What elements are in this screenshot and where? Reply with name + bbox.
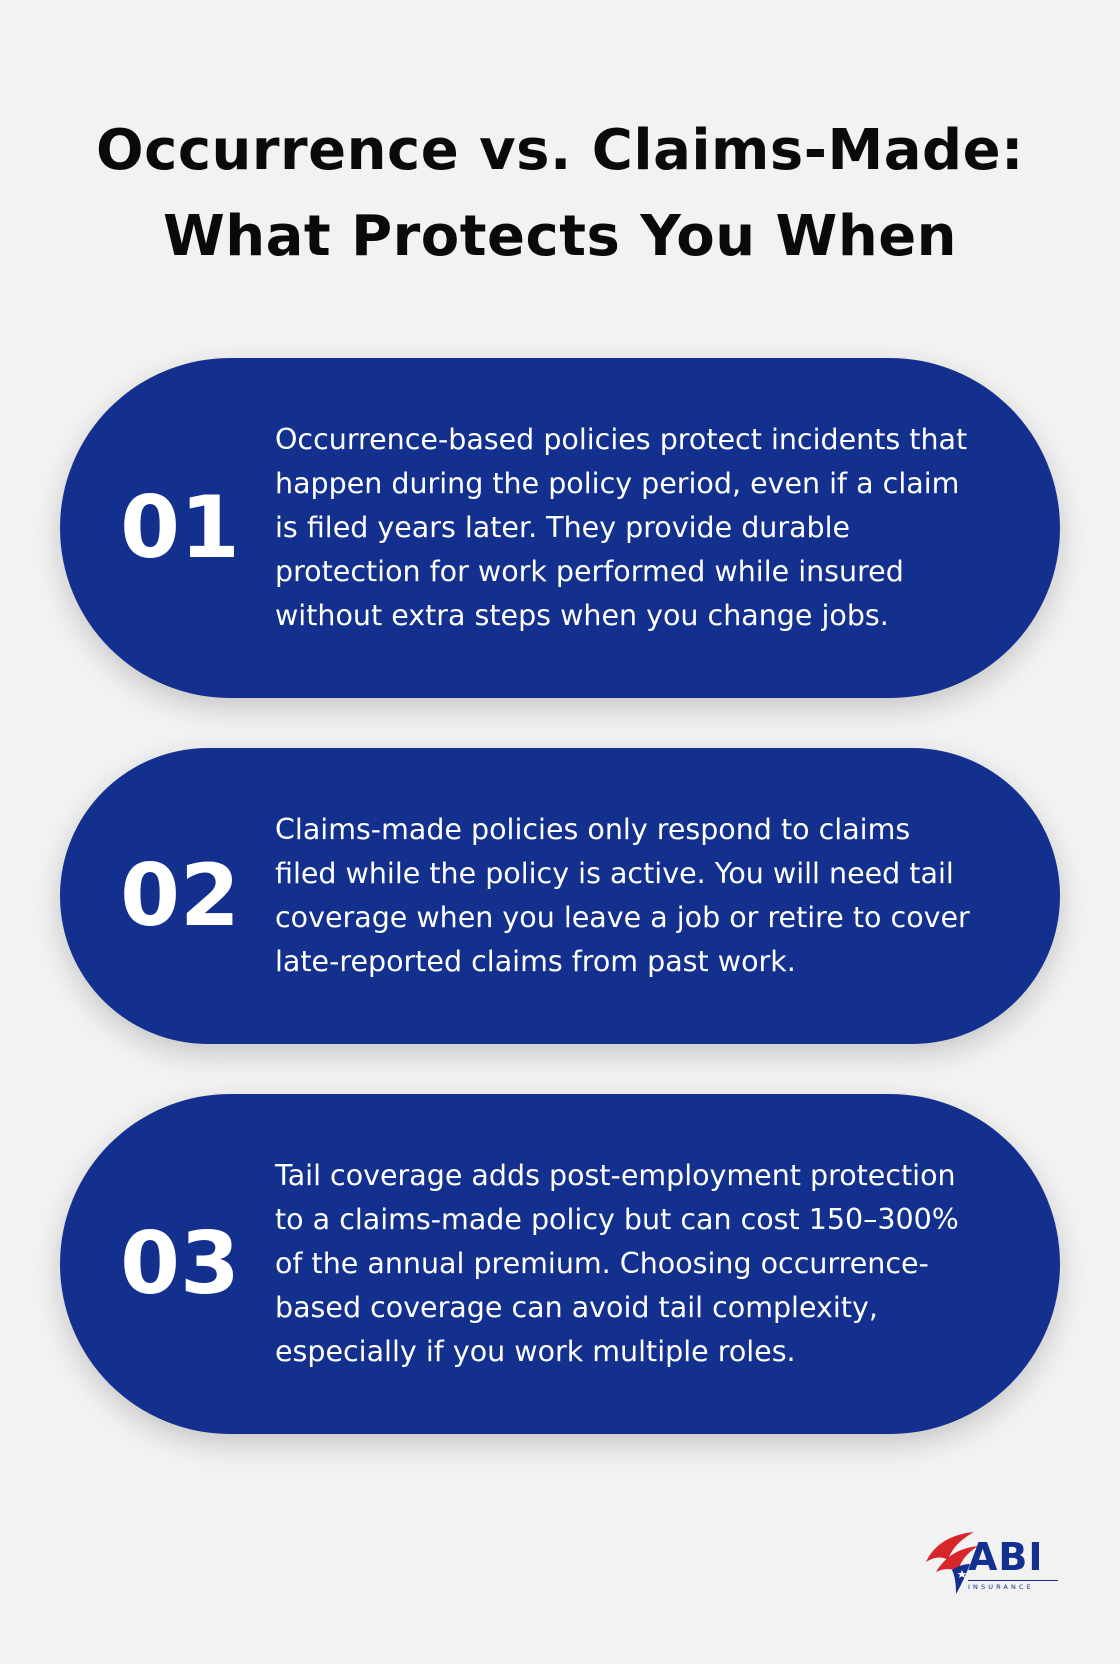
point-text-line: especially if you work multiple roles.: [275, 1335, 796, 1368]
point-text-line: without extra steps when you change jobs.: [275, 599, 889, 632]
logo-subtitle: INSURANCE: [968, 1580, 1058, 1591]
point-text: [275, 418, 1015, 638]
logo-wordmark: ABI: [968, 1535, 1044, 1579]
point-text-line: Occurrence-based policies protect incidents that: [275, 423, 968, 456]
point-text-line: protection for work performed while insured: [275, 555, 904, 588]
title-line-2: What Protects You When: [162, 204, 958, 269]
point-number: 01: [120, 478, 240, 578]
point-text-line: based coverage can avoid tail complexity,: [275, 1291, 878, 1324]
point-card-02: [60, 748, 1060, 1044]
point-text: [275, 1154, 1015, 1374]
title-line-1: Occurrence vs. Claims-Made:: [96, 118, 1024, 183]
point-text-line: Claims-made policies only respond to claims: [275, 813, 911, 846]
point-card-01: [60, 358, 1060, 698]
point-text-line: happen during the policy period, even if a claim: [275, 467, 960, 500]
point-text-line: late-reported claims from past work.: [275, 945, 796, 978]
point-text-line: filed while the policy is active. You will need tail: [275, 857, 954, 890]
page-title: [0, 108, 1120, 280]
point-text-line: to a claims-made policy but can cost 150–300%: [275, 1203, 959, 1236]
point-text-line: Tail coverage adds post-employment protection: [275, 1159, 956, 1192]
point-text: [275, 808, 1015, 984]
point-card-03: [60, 1094, 1060, 1434]
point-text-line: of the annual premium. Choosing occurrence-: [275, 1247, 929, 1280]
point-text-line: is filed years later. They provide durable: [275, 511, 851, 544]
point-text-line: coverage when you leave a job or retire to cover: [275, 901, 970, 934]
brand-logo: [922, 1522, 1062, 1602]
point-number: 03: [120, 1214, 240, 1314]
point-number: 02: [120, 846, 240, 946]
